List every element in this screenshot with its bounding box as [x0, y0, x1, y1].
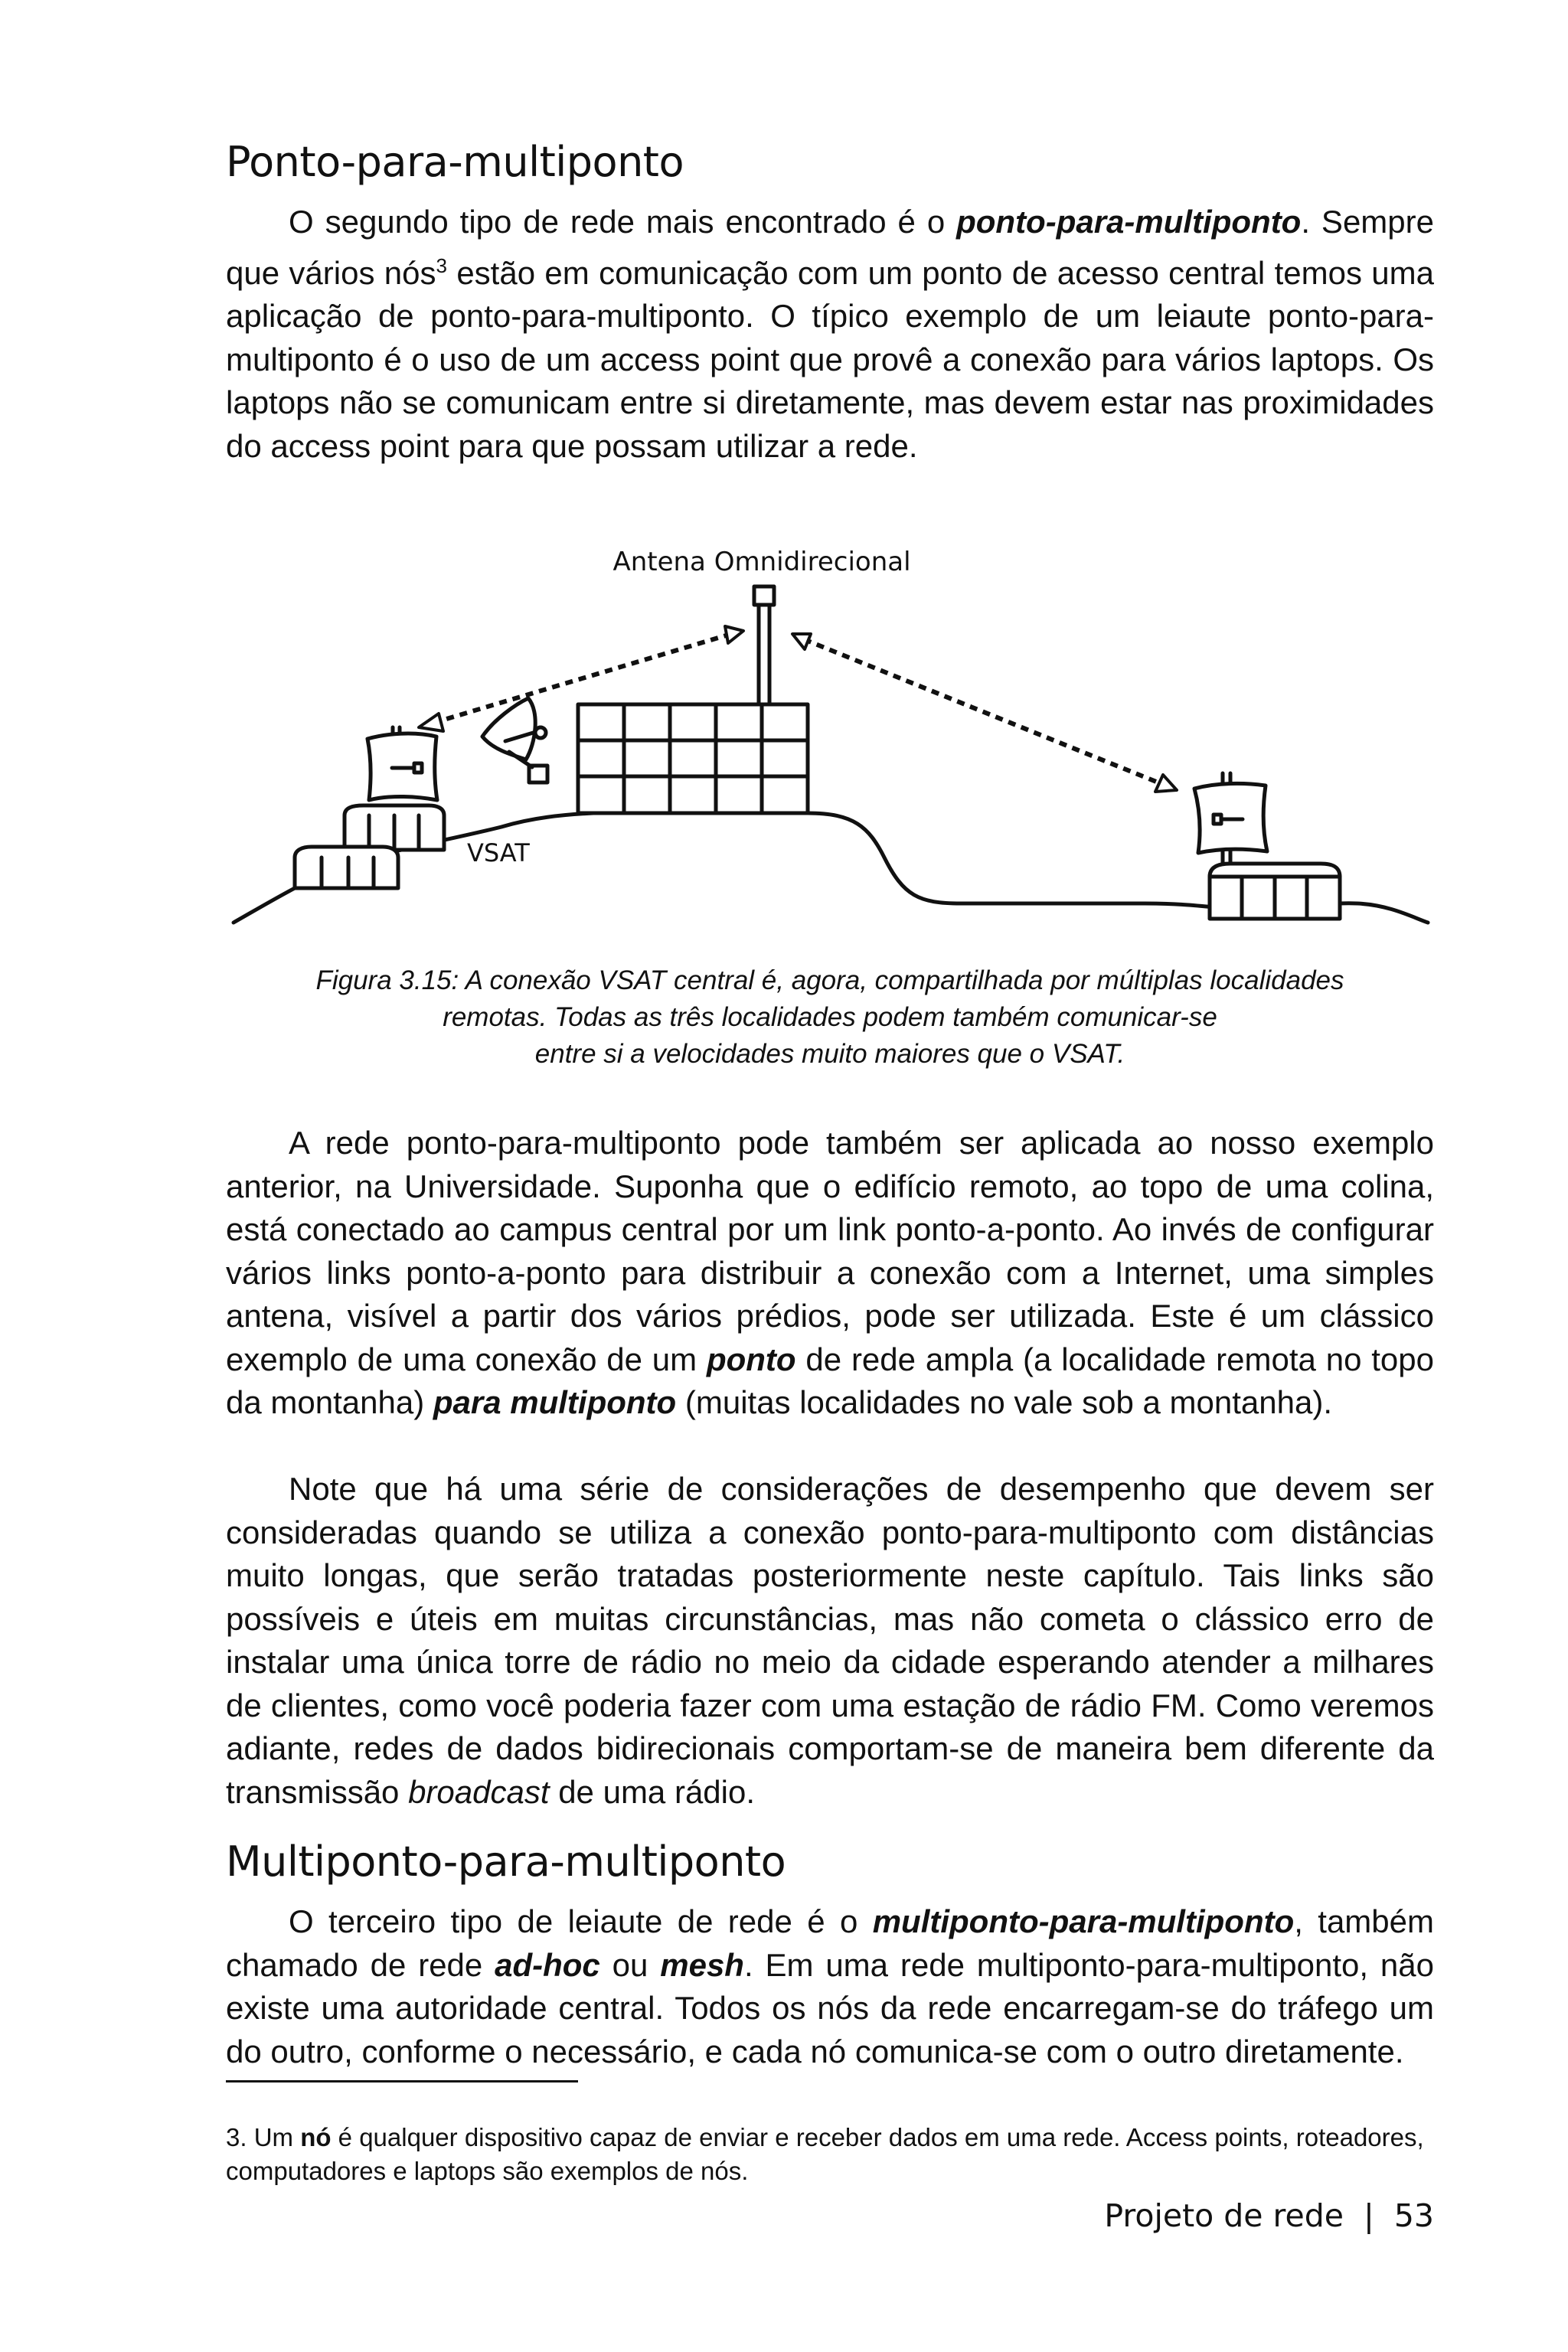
footnote: 3. Um nó é qualquer dispositivo capaz de enviar e receber dados em uma rede. Access points, roteadores, computadores e laptops são exemplos de nós. [226, 2123, 1424, 2185]
term-multiponto-para-multiponto: multiponto-para-multiponto [872, 1903, 1295, 1939]
term-no: nó [300, 2123, 332, 2151]
page-number: 53 [1393, 2197, 1434, 2234]
paragraph-university-example: A rede ponto-para-multiponto pode também ser aplicada ao nosso exemplo anterior, na Universidade. Suponha que o edifício remoto, ao topo de uma colina, está conectado ao campus central por um link ponto-a-ponto. Ao invés de configurar vários links ponto-a-ponto para distribuir a conexão com a Internet, uma simples antena, visível a partir dos vários prédios, pode ser utilizada. Este é um clássico exemplo de uma conexão de um ponto de rede ampla (a localidade remota no topo da montanha) para multiponto (muitas localidades no vale sob a montanha). [226, 1125, 1434, 1420]
footnote-divider [226, 2080, 578, 2082]
footer-separator: | [1364, 2197, 1374, 2234]
antenna-label: Antena Omnidirecional [612, 547, 911, 577]
section-heading-ponto-para-multiponto: Ponto-para-multiponto [226, 138, 684, 186]
term-ad-hoc: ad-hoc [495, 1946, 600, 1983]
paragraph-intro: O segundo tipo de rede mais encontrado é o ponto-para-multiponto. Sempre que vários nós$^3$ estão em comunicação com um ponto de acesso central temos uma aplicação de ponto-para-multiponto. O típico exemplo de um leiaute ponto-para-multiponto é o uso de um access point que provê a conexão para vários laptops. Os laptops não se comunicam entre si diretamente, mas devem estar nas proximidades do access point para que possam utilizar a rede. [226, 204, 1434, 464]
arrowhead-right-origin [792, 634, 811, 649]
term-para-multiponto: para multiponto [433, 1384, 677, 1420]
term-broadcast: broadcast [408, 1773, 550, 1810]
right-building [1210, 864, 1340, 919]
arrowhead-left [419, 714, 443, 731]
left-panel-antenna-icon [368, 727, 437, 800]
vsat-label: VSAT [467, 838, 530, 867]
term-mesh: mesh [660, 1946, 744, 1983]
term-ponto-para-multiponto: ponto-para-multiponto [956, 204, 1302, 240]
section-heading-multiponto-para-multiponto: Multiponto-para-multiponto [226, 1838, 786, 1886]
arrowhead-right [1155, 775, 1177, 792]
paragraph-performance-note: Note que há uma série de considerações de desempenho que devem ser consideradas quando se utiliza a conexão ponto-para-multiponto com distâncias muito longas, que serão tratadas posteriormente neste capítulo. Tais links são possíveis e úteis em muitas circunstâncias, mas não cometa o clássico erro de instalar uma única torre de rádio no meio da cidade esperando atender a milhares de clientes, como você poderia fazer com uma estação de rádio FM. Como veremos adiante, redes de dados bidirecionais comportam-se de maneira bem diferente da transmissão broadcast de uma rádio. [226, 1471, 1434, 1810]
network-diagram [226, 536, 1434, 949]
arrowhead-left-origin [725, 626, 743, 643]
figure-caption: Figura 3.15: A conexão VSAT central é, agora, compartilhada por múltiplas localidades remotas. Todas as três localidades podem também comunicar-se entre si a velocidades muito maiores que o VSAT. [315, 965, 1344, 1069]
left-building-lower [295, 847, 398, 888]
vsat-dish-icon [482, 698, 547, 782]
left-building-upper [345, 805, 444, 850]
right-panel-antenna-icon [1194, 773, 1267, 865]
central-building [578, 704, 808, 813]
omni-antenna-icon [754, 586, 774, 704]
link-to-right-arrow [804, 639, 1164, 785]
paragraph-mesh: O terceiro tipo de leiaute de rede é o multiponto-para-multiponto, também chamado de rede ad-hoc ou mesh. Em uma rede multiponto-para-multiponto, não existe uma autoridade central. Todos os nós da rede encarregam-se do tráfego um do outro, conforme o necessário, e cada nó comunica-se com o outro diretamente. [226, 1903, 1434, 2069]
page-footer [1104, 2197, 1434, 2234]
term-ponto: ponto [706, 1341, 796, 1377]
chapter-title: Projeto de rede [1104, 2197, 1344, 2234]
footnote-ref[interactable]: 3 [436, 253, 447, 277]
